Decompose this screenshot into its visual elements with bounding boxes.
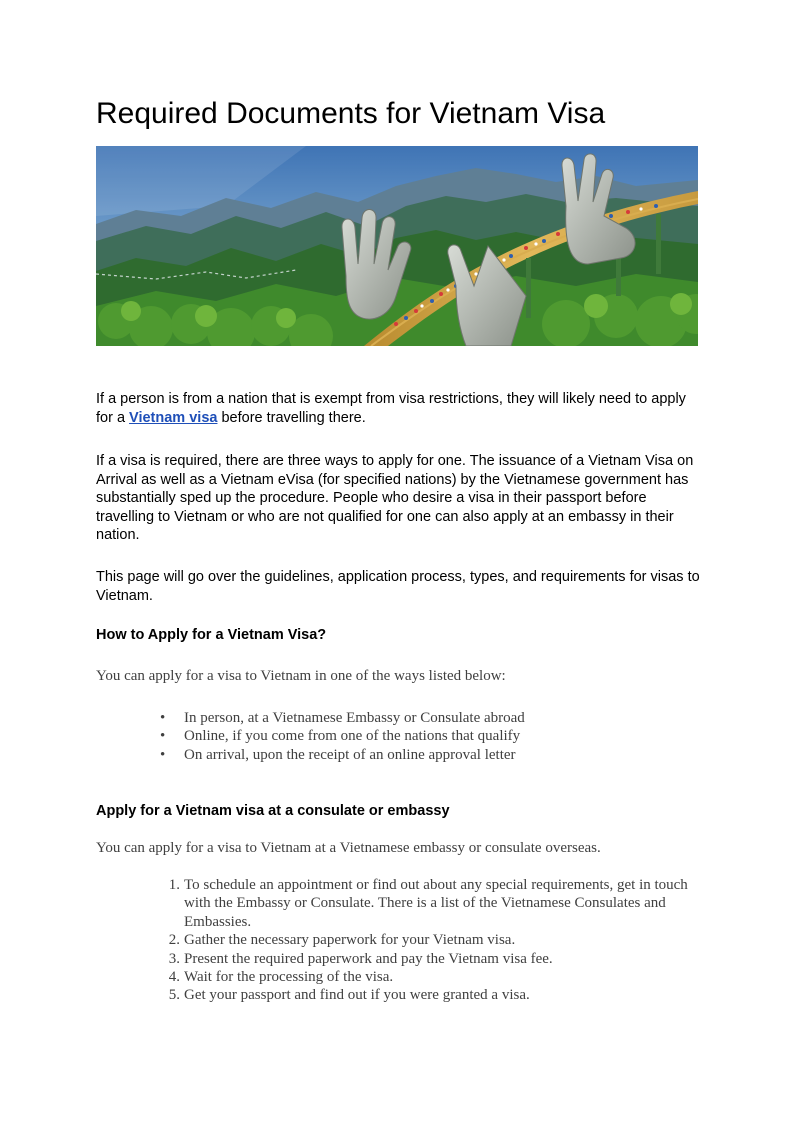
step-number: 2.: [168, 932, 180, 949]
step-text: Gather the necessary paperwork for your Vietnam visa.: [184, 932, 516, 949]
step-number: 3.: [168, 950, 180, 967]
step-number: 1.: [168, 877, 180, 893]
how-to-apply-lead: You can apply for a visa to Vietnam in one of the ways listed below:: [96, 668, 506, 684]
step-text: Present the required paperwork and pay the Vietnam visa fee.: [184, 950, 553, 967]
intro-paragraph-3: This page will go over the guidelines, application process, types, and requirements for visas to Vietnam.: [96, 569, 700, 604]
step-text: Wait for the processing of the visa.: [184, 969, 394, 986]
list-item: [168, 876, 704, 931]
intro-text-end: before travelling there.: [217, 409, 366, 426]
list-item: [168, 931, 704, 949]
step-number: 4.: [168, 969, 180, 986]
intro-text-start: If a person is from a nation that is exempt from visa restrictions, they will likely need to apply for a: [96, 391, 686, 426]
embassy-steps-list: [168, 876, 704, 1005]
vietnam-visa-link[interactable]: Vietnam visa: [129, 409, 218, 426]
step-text: To schedule an appointment or find out about any special requirements, get in touch with the Embassy or Consulate. There is a list of the Vietnamese Consulates and Embassies.: [184, 877, 688, 930]
page-title: Required Documents for Vietnam Visa: [96, 97, 606, 130]
embassy-lead: You can apply for a visa to Vietnam at a Vietnamese embassy or consulate overseas.: [96, 840, 601, 856]
list-item: [168, 950, 704, 968]
application-methods-list: [184, 709, 704, 764]
list-item: • On arrival, upon the receipt of an online approval letter: [184, 746, 704, 764]
step-number: 5.: [168, 987, 180, 1004]
how-to-apply-heading: How to Apply for a Vietnam Visa?: [96, 627, 327, 643]
list-item: [168, 968, 704, 986]
list-item: • Online, if you come from one of the nations that qualify: [184, 727, 704, 745]
list-item: • In person, at a Vietnamese Embassy or Consulate abroad: [184, 709, 704, 727]
intro-paragraph-1: [96, 390, 700, 427]
hero-image: [96, 146, 698, 346]
list-item: [168, 986, 704, 1004]
intro-paragraph-2: If a visa is required, there are three ways to apply for one. The issuance of a Vietnam Visa on Arrival as well as a Vietnam eVisa (for specified nations) by the Vietnamese government has substantially sped up the procedure. People who desire a visa in their passport before travelling to Vietnam or who are not qualified for one can also apply at an embassy in their nation.: [96, 453, 694, 543]
step-text: Get your passport and find out if you were granted a visa.: [184, 987, 530, 1004]
embassy-heading: Apply for a Vietnam visa at a consulate or embassy: [96, 803, 450, 819]
